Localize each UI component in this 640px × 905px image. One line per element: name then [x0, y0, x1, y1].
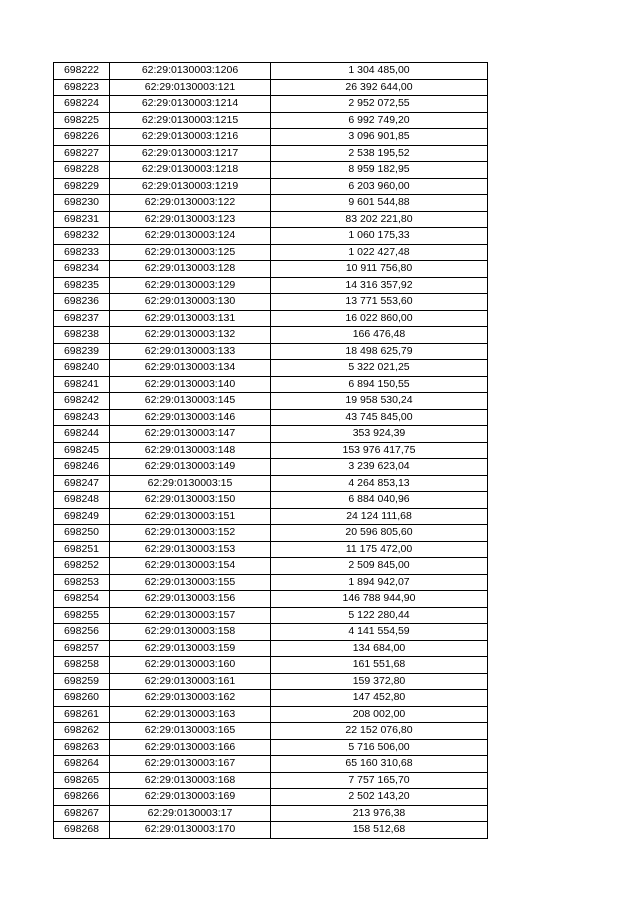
cadastral-value-cell: 18 498 625,79 [271, 343, 488, 360]
table-row [54, 79, 488, 96]
cadastral-value-cell: 65 160 310,68 [271, 756, 488, 773]
cadastral-number-cell: 62:29:0130003:133 [110, 343, 271, 360]
row-number-cell: 698247 [54, 475, 110, 492]
table-row [54, 277, 488, 294]
row-number-cell: 698262 [54, 723, 110, 740]
cadastral-value-cell: 9 601 544,88 [271, 195, 488, 212]
row-number-cell: 698240 [54, 360, 110, 377]
cadastral-number-cell: 62:29:0130003:125 [110, 244, 271, 261]
cadastral-number-cell: 62:29:0130003:1215 [110, 112, 271, 129]
row-number-cell: 698235 [54, 277, 110, 294]
cadastral-value-cell: 20 596 805,60 [271, 525, 488, 542]
cadastral-value-cell: 6 894 150,55 [271, 376, 488, 393]
cadastral-value-cell: 11 175 472,00 [271, 541, 488, 558]
cadastral-number-cell: 62:29:0130003:145 [110, 393, 271, 410]
table-row [54, 393, 488, 410]
cadastral-value-cell: 3 096 901,85 [271, 129, 488, 146]
table-row [54, 591, 488, 608]
cadastral-number-cell: 62:29:0130003:1216 [110, 129, 271, 146]
row-number-cell: 698256 [54, 624, 110, 641]
table-row [54, 706, 488, 723]
cadastral-number-cell: 62:29:0130003:167 [110, 756, 271, 773]
table-row [54, 690, 488, 707]
row-number-cell: 698224 [54, 96, 110, 113]
cadastral-number-cell: 62:29:0130003:148 [110, 442, 271, 459]
row-number-cell: 698239 [54, 343, 110, 360]
row-number-cell: 698225 [54, 112, 110, 129]
cadastral-number-cell: 62:29:0130003:123 [110, 211, 271, 228]
cadastral-value-cell: 153 976 417,75 [271, 442, 488, 459]
row-number-cell: 698264 [54, 756, 110, 773]
row-number-cell: 698253 [54, 574, 110, 591]
row-number-cell: 698232 [54, 228, 110, 245]
cadastral-number-cell: 62:29:0130003:169 [110, 789, 271, 806]
cadastral-number-cell: 62:29:0130003:168 [110, 772, 271, 789]
table-row [54, 261, 488, 278]
cadastral-number-cell: 62:29:0130003:154 [110, 558, 271, 575]
row-number-cell: 698244 [54, 426, 110, 443]
row-number-cell: 698267 [54, 805, 110, 822]
cadastral-number-cell: 62:29:0130003:161 [110, 673, 271, 690]
table-row [54, 459, 488, 476]
table-row [54, 178, 488, 195]
cadastral-number-cell: 62:29:0130003:149 [110, 459, 271, 476]
table-row [54, 822, 488, 839]
cadastral-number-cell: 62:29:0130003:165 [110, 723, 271, 740]
cadastral-number-cell: 62:29:0130003:15 [110, 475, 271, 492]
cadastral-value-cell: 8 959 182,95 [271, 162, 488, 179]
cadastral-number-cell: 62:29:0130003:132 [110, 327, 271, 344]
table-row [54, 739, 488, 756]
row-number-cell: 698248 [54, 492, 110, 509]
cadastral-number-cell: 62:29:0130003:1206 [110, 63, 271, 80]
row-number-cell: 698257 [54, 640, 110, 657]
row-number-cell: 698237 [54, 310, 110, 327]
row-number-cell: 698245 [54, 442, 110, 459]
row-number-cell: 698222 [54, 63, 110, 80]
row-number-cell: 698243 [54, 409, 110, 426]
table-row [54, 426, 488, 443]
cadastral-number-cell: 62:29:0130003:124 [110, 228, 271, 245]
table-row [54, 574, 488, 591]
cadastral-value-cell: 166 476,48 [271, 327, 488, 344]
table-row [54, 294, 488, 311]
cadastral-value-cell: 353 924,39 [271, 426, 488, 443]
cadastral-value-cell: 134 684,00 [271, 640, 488, 657]
cadastral-number-cell: 62:29:0130003:166 [110, 739, 271, 756]
cadastral-value-cell: 2 509 845,00 [271, 558, 488, 575]
table-row [54, 409, 488, 426]
cadastral-number-cell: 62:29:0130003:163 [110, 706, 271, 723]
table-row [54, 360, 488, 377]
table-row [54, 376, 488, 393]
cadastral-number-cell: 62:29:0130003:147 [110, 426, 271, 443]
cadastral-number-cell: 62:29:0130003:140 [110, 376, 271, 393]
cadastral-value-cell: 213 976,38 [271, 805, 488, 822]
cadastral-number-cell: 62:29:0130003:150 [110, 492, 271, 509]
row-number-cell: 698242 [54, 393, 110, 410]
row-number-cell: 698261 [54, 706, 110, 723]
cadastral-value-table [53, 62, 488, 839]
row-number-cell: 698227 [54, 145, 110, 162]
row-number-cell: 698259 [54, 673, 110, 690]
cadastral-value-cell: 83 202 221,80 [271, 211, 488, 228]
cadastral-value-cell: 10 911 756,80 [271, 261, 488, 278]
cadastral-number-cell: 62:29:0130003:1214 [110, 96, 271, 113]
cadastral-value-cell: 14 316 357,92 [271, 277, 488, 294]
table-row [54, 228, 488, 245]
table-row [54, 525, 488, 542]
table-row [54, 508, 488, 525]
table-row [54, 475, 488, 492]
cadastral-number-cell: 62:29:0130003:158 [110, 624, 271, 641]
cadastral-value-cell: 146 788 944,90 [271, 591, 488, 608]
table-row [54, 327, 488, 344]
row-number-cell: 698260 [54, 690, 110, 707]
table-row [54, 96, 488, 113]
cadastral-value-cell: 1 060 175,33 [271, 228, 488, 245]
cadastral-value-cell: 4 264 853,13 [271, 475, 488, 492]
table-row [54, 805, 488, 822]
cadastral-value-cell: 147 452,80 [271, 690, 488, 707]
cadastral-value-cell: 22 152 076,80 [271, 723, 488, 740]
cadastral-number-cell: 62:29:0130003:152 [110, 525, 271, 542]
table-row [54, 756, 488, 773]
table-row [54, 112, 488, 129]
row-number-cell: 698266 [54, 789, 110, 806]
cadastral-value-cell: 26 392 644,00 [271, 79, 488, 96]
cadastral-number-cell: 62:29:0130003:1219 [110, 178, 271, 195]
table-row [54, 63, 488, 80]
row-number-cell: 698230 [54, 195, 110, 212]
cadastral-value-cell: 6 992 749,20 [271, 112, 488, 129]
cadastral-number-cell: 62:29:0130003:1218 [110, 162, 271, 179]
cadastral-number-cell: 62:29:0130003:146 [110, 409, 271, 426]
cadastral-value-cell: 16 022 860,00 [271, 310, 488, 327]
cadastral-value-cell: 208 002,00 [271, 706, 488, 723]
table-row [54, 789, 488, 806]
row-number-cell: 698250 [54, 525, 110, 542]
row-number-cell: 698252 [54, 558, 110, 575]
row-number-cell: 698265 [54, 772, 110, 789]
cadastral-number-cell: 62:29:0130003:17 [110, 805, 271, 822]
cadastral-number-cell: 62:29:0130003:131 [110, 310, 271, 327]
table-row [54, 624, 488, 641]
cadastral-value-cell: 19 958 530,24 [271, 393, 488, 410]
cadastral-number-cell: 62:29:0130003:151 [110, 508, 271, 525]
cadastral-value-cell: 5 122 280,44 [271, 607, 488, 624]
row-number-cell: 698236 [54, 294, 110, 311]
cadastral-value-cell: 7 757 165,70 [271, 772, 488, 789]
cadastral-value-cell: 3 239 623,04 [271, 459, 488, 476]
cadastral-value-cell: 13 771 553,60 [271, 294, 488, 311]
cadastral-number-cell: 62:29:0130003:156 [110, 591, 271, 608]
cadastral-value-cell: 6 884 040,96 [271, 492, 488, 509]
row-number-cell: 698234 [54, 261, 110, 278]
cadastral-value-cell: 2 502 143,20 [271, 789, 488, 806]
row-number-cell: 698226 [54, 129, 110, 146]
cadastral-number-cell: 62:29:0130003:1217 [110, 145, 271, 162]
cadastral-value-cell: 6 203 960,00 [271, 178, 488, 195]
cadastral-number-cell: 62:29:0130003:157 [110, 607, 271, 624]
cadastral-value-cell: 24 124 111,68 [271, 508, 488, 525]
table-row [54, 640, 488, 657]
cadastral-value-cell: 159 372,80 [271, 673, 488, 690]
table-row [54, 442, 488, 459]
cadastral-value-cell: 158 512,68 [271, 822, 488, 839]
cadastral-number-cell: 62:29:0130003:122 [110, 195, 271, 212]
cadastral-value-cell: 43 745 845,00 [271, 409, 488, 426]
table-row [54, 657, 488, 674]
cadastral-value-cell: 1 894 942,07 [271, 574, 488, 591]
table-row [54, 492, 488, 509]
row-number-cell: 698255 [54, 607, 110, 624]
table-row [54, 211, 488, 228]
table-row [54, 343, 488, 360]
cadastral-value-cell: 4 141 554,59 [271, 624, 488, 641]
row-number-cell: 698241 [54, 376, 110, 393]
table-row [54, 558, 488, 575]
table-row [54, 723, 488, 740]
row-number-cell: 698254 [54, 591, 110, 608]
table-row [54, 195, 488, 212]
table-row [54, 129, 488, 146]
document-page [53, 62, 487, 839]
cadastral-number-cell: 62:29:0130003:128 [110, 261, 271, 278]
cadastral-value-cell: 5 716 506,00 [271, 739, 488, 756]
cadastral-value-cell: 2 538 195,52 [271, 145, 488, 162]
cadastral-number-cell: 62:29:0130003:155 [110, 574, 271, 591]
cadastral-number-cell: 62:29:0130003:162 [110, 690, 271, 707]
row-number-cell: 698228 [54, 162, 110, 179]
row-number-cell: 698258 [54, 657, 110, 674]
cadastral-number-cell: 62:29:0130003:160 [110, 657, 271, 674]
table-row [54, 162, 488, 179]
table-row [54, 145, 488, 162]
row-number-cell: 698229 [54, 178, 110, 195]
row-number-cell: 698249 [54, 508, 110, 525]
cadastral-value-cell: 5 322 021,25 [271, 360, 488, 377]
table-row [54, 772, 488, 789]
row-number-cell: 698246 [54, 459, 110, 476]
row-number-cell: 698268 [54, 822, 110, 839]
cadastral-value-cell: 161 551,68 [271, 657, 488, 674]
cadastral-number-cell: 62:29:0130003:153 [110, 541, 271, 558]
table-row [54, 673, 488, 690]
row-number-cell: 698238 [54, 327, 110, 344]
row-number-cell: 698231 [54, 211, 110, 228]
cadastral-value-cell: 1 022 427,48 [271, 244, 488, 261]
table-row [54, 310, 488, 327]
cadastral-number-cell: 62:29:0130003:170 [110, 822, 271, 839]
row-number-cell: 698263 [54, 739, 110, 756]
cadastral-number-cell: 62:29:0130003:129 [110, 277, 271, 294]
cadastral-value-cell: 2 952 072,55 [271, 96, 488, 113]
cadastral-number-cell: 62:29:0130003:134 [110, 360, 271, 377]
cadastral-number-cell: 62:29:0130003:130 [110, 294, 271, 311]
cadastral-number-cell: 62:29:0130003:121 [110, 79, 271, 96]
cadastral-number-cell: 62:29:0130003:159 [110, 640, 271, 657]
row-number-cell: 698223 [54, 79, 110, 96]
row-number-cell: 698251 [54, 541, 110, 558]
table-row [54, 541, 488, 558]
table-row [54, 607, 488, 624]
row-number-cell: 698233 [54, 244, 110, 261]
table-row [54, 244, 488, 261]
cadastral-value-cell: 1 304 485,00 [271, 63, 488, 80]
table-body [54, 63, 488, 839]
